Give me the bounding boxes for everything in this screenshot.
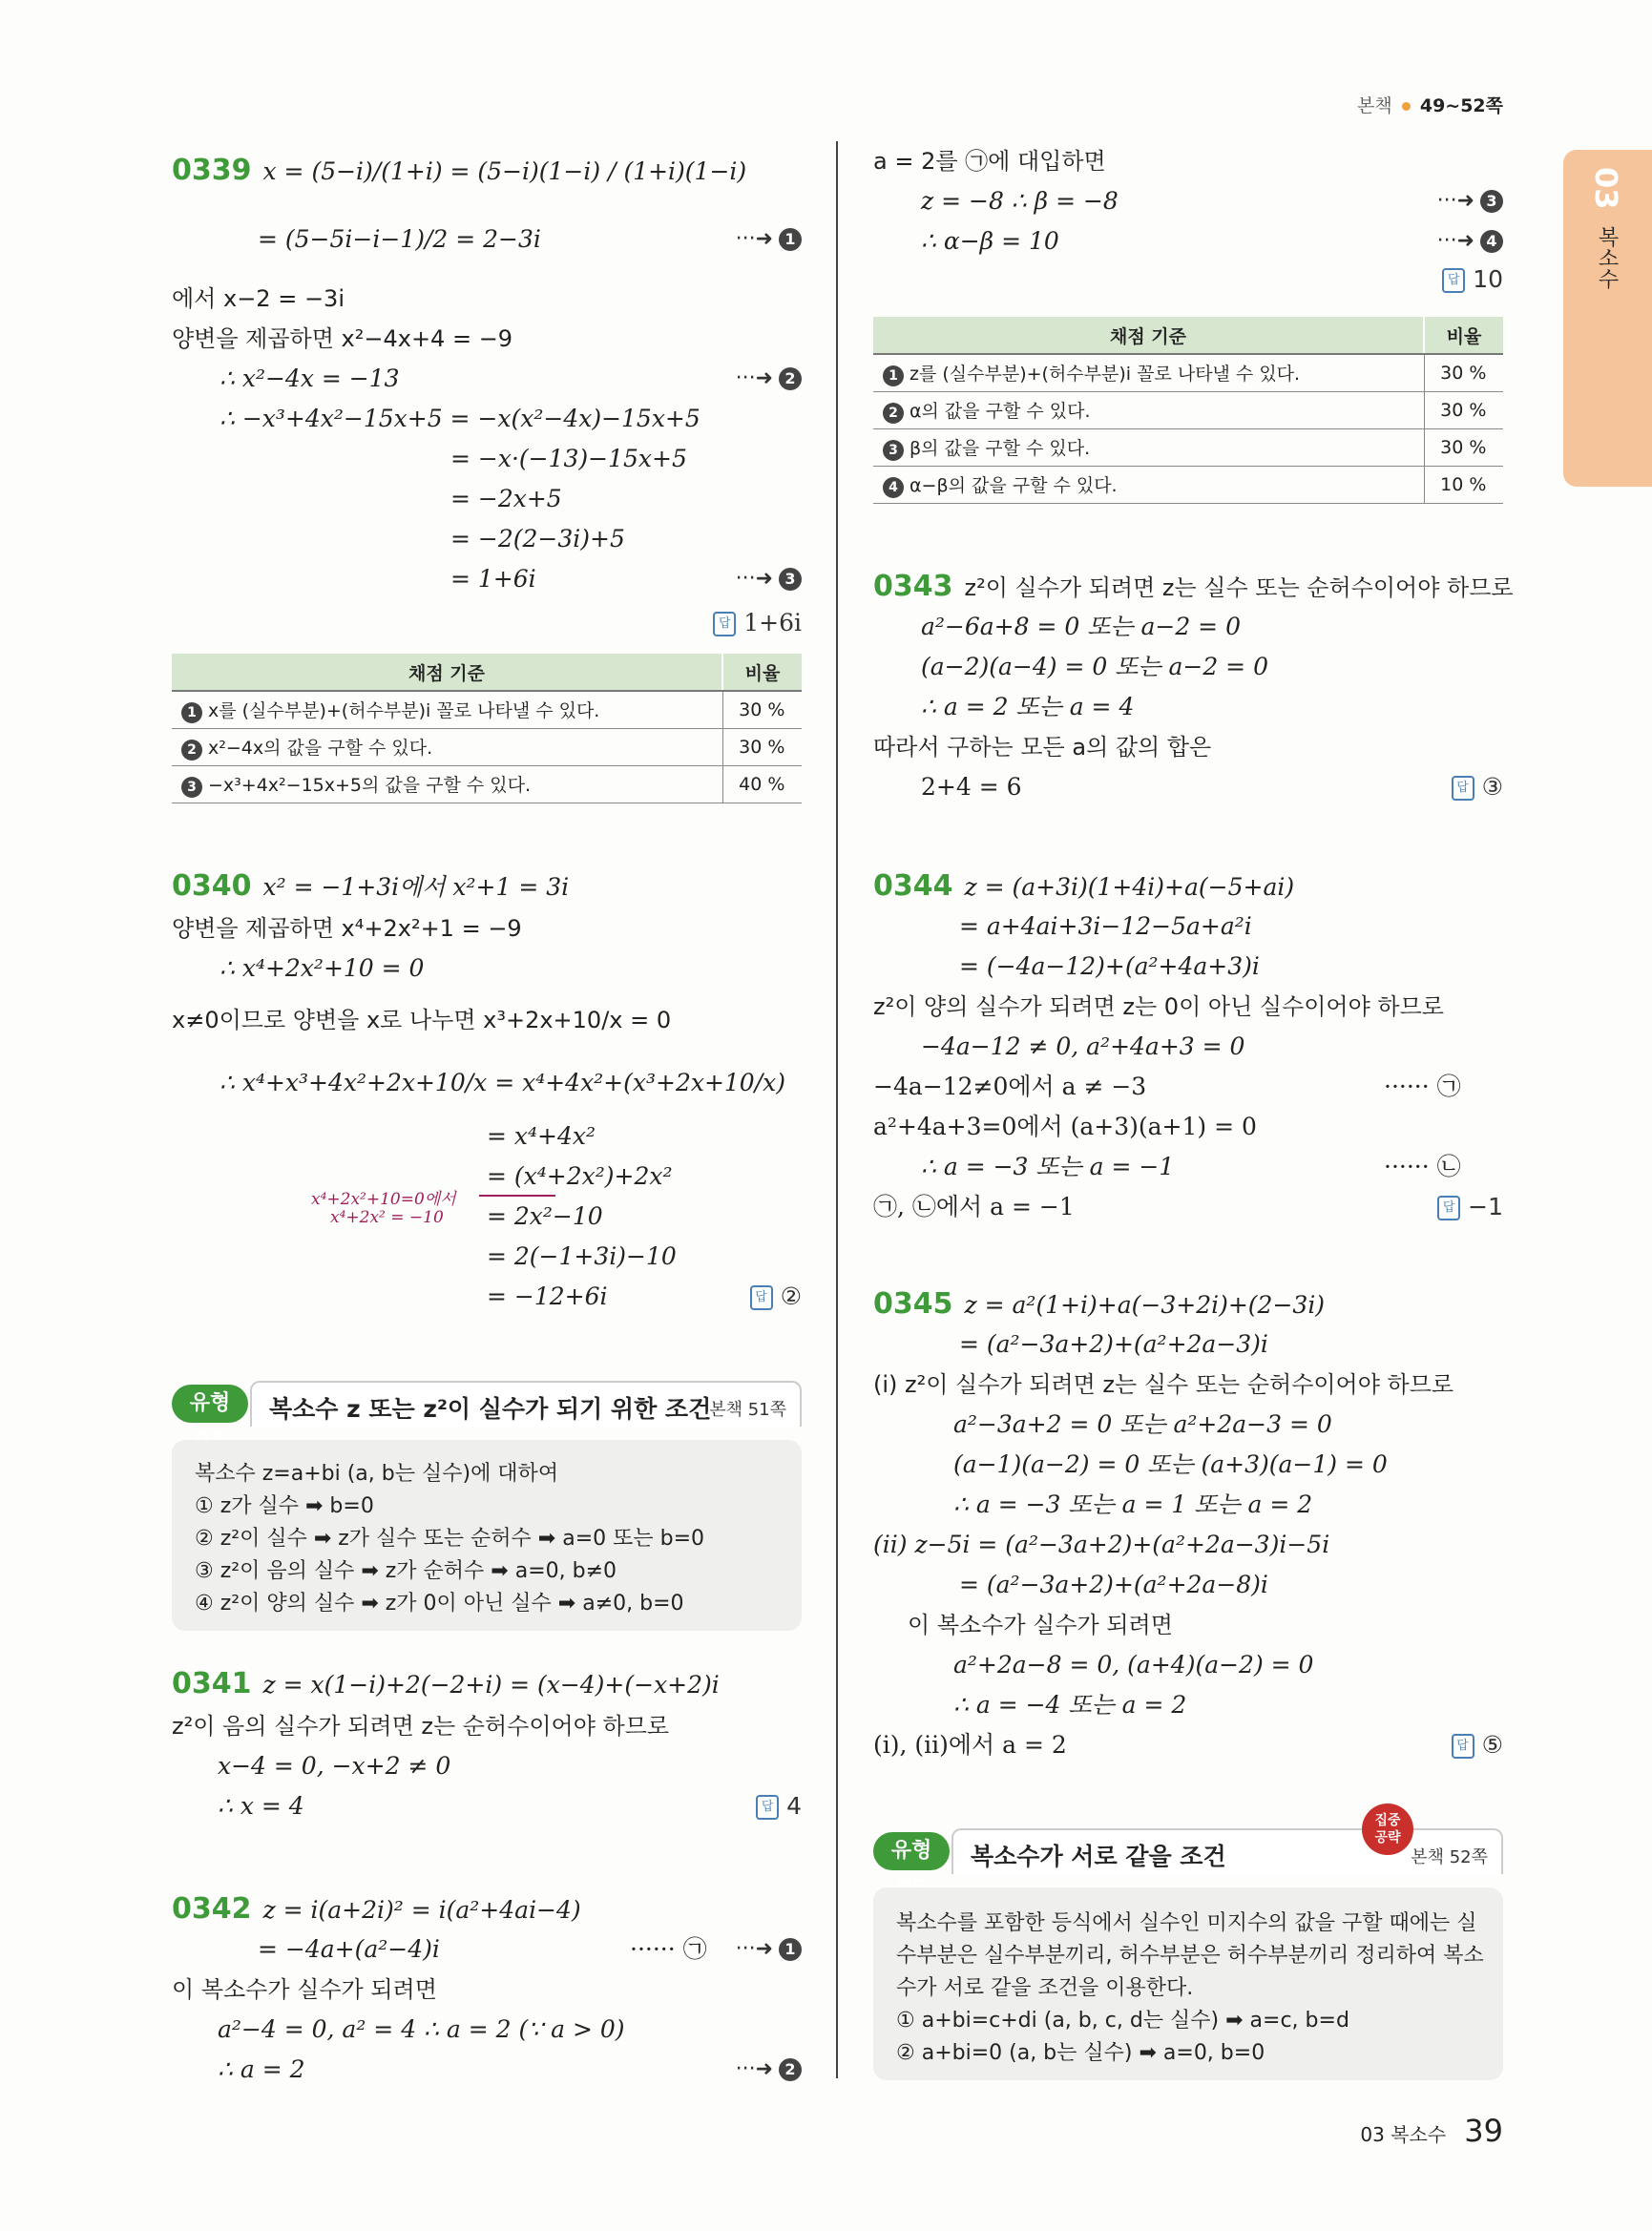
math-line: ∴ a = 2	[218, 2055, 305, 2083]
summary-line: ③ z²이 음의 실수 ➡ z가 순허수 ➡ a=0, b≠0	[195, 1559, 617, 1583]
math-line: = (−4a−12)+(a²+4a+3)i	[959, 952, 1260, 980]
math-line: ∴ x⁴+x³+4x²+2x+10/x = x⁴+4x²+(x³+2x+10/x)	[220, 1069, 785, 1096]
step-marker: ···➜ 3	[1437, 189, 1503, 213]
step-marker: ···➜ 2	[736, 366, 802, 390]
step-marker: ···➜ 3	[736, 567, 802, 591]
answer-icon: 답	[713, 612, 736, 636]
math-line: 에서 x−2 = −3i	[172, 285, 345, 312]
math-line: −4a−12≠0에서 a ≠ −3	[873, 1073, 1147, 1100]
table-row: 2 α의 값을 구할 수 있다. 30 %	[873, 392, 1503, 429]
math-line: z = a²(1+i)+a(−3+2i)+(2−3i)	[964, 1291, 1326, 1319]
math-line: ∴ x²−4x = −13	[220, 365, 400, 392]
math-line: = −2x+5	[450, 485, 562, 512]
answer: 답 ⑤	[1452, 1731, 1503, 1759]
math-label: ······ ㉠	[1384, 1073, 1461, 1100]
math-line: = −x·(−13)−15x+5	[450, 445, 687, 472]
table-row: 2 x²−4x의 값을 구할 수 있다. 30 %	[172, 729, 802, 766]
problem-number: 0339	[172, 154, 252, 187]
summary-line: ① z가 실수 ➡ b=0	[195, 1494, 374, 1518]
math-line: ∴ a = 2 또는 a = 4	[921, 693, 1135, 720]
type-tag: 유형	[873, 1832, 950, 1870]
side-note: x⁴+2x² = −10	[330, 1208, 444, 1227]
math-line: = (5−5i−i−1)/2 = 2−3i	[258, 225, 541, 253]
problem-number: 0345	[873, 1287, 953, 1321]
summary-line: ② z²이 실수 ➡ z가 실수 또는 순허수 ➡ a=0 또는 b=0	[195, 1527, 705, 1551]
answer: 답 1+6i	[713, 609, 802, 636]
math-line: −4a−12 ≠ 0, a²+4a+3 = 0	[921, 1032, 1245, 1060]
problem-number: 0342	[172, 1892, 252, 1926]
math-line: ∴ −x³+4x²−15x+5 = −x(x²−4x)−15x+5	[220, 405, 701, 432]
problem-number: 0344	[873, 869, 953, 903]
type-title: 복소수 z 또는 z²이 실수가 되기 위한 조건	[269, 1395, 712, 1423]
answer: 답 −1	[1437, 1193, 1503, 1220]
table-row: 1 x를 (실수부분)+(허수부분)i 꼴로 나타낼 수 있다. 30 %	[172, 691, 802, 729]
math-line: z²이 실수가 되려면 z는 실수 또는 순허수이어야 하므로	[964, 574, 1514, 601]
math-label: ······ ㉡	[1384, 1153, 1461, 1180]
math-line: x = (5−i)/(1+i) = (5−i)(1−i) / (1+i)(1−i)	[262, 157, 747, 185]
type-title: 복소수가 서로 같을 조건	[971, 1843, 1226, 1870]
chapter-side-tab[interactable]	[1563, 150, 1652, 487]
math-line: ∴ a = −3 또는 a = 1 또는 a = 2	[953, 1491, 1313, 1518]
grading-table	[172, 654, 802, 803]
type-ref: 본책 51쪽	[709, 1400, 786, 1420]
math-line: 2+4 = 6	[921, 773, 1022, 801]
problem-number: 0341	[172, 1667, 252, 1700]
math-line: x−4 = 0, −x+2 ≠ 0	[218, 1752, 451, 1780]
table-row: 3 β의 값을 구할 수 있다. 30 %	[873, 429, 1503, 467]
page-footer	[1360, 2113, 1503, 2149]
grading-table	[873, 317, 1503, 504]
step-marker: ···➜ 1	[736, 227, 802, 251]
math-line: x² = −1+3i에서 x²+1 = 3i	[262, 873, 570, 901]
table-row: 4 α−β의 값을 구할 수 있다. 10 %	[873, 467, 1503, 504]
note-arrow	[479, 1195, 555, 1197]
column-divider	[836, 141, 838, 2078]
math-line: 이 복소수가 실수가 되려면	[908, 1612, 1173, 1638]
math-line: ∴ α−β = 10	[921, 227, 1059, 255]
step-marker: ···➜ 2	[736, 2057, 802, 2081]
summary-line: 복소수를 포함한 등식에서 실수인 미지수의 값을 구할 때에는 실	[896, 1911, 1477, 1935]
math-line: (a−2)(a−4) = 0 또는 a−2 = 0	[921, 653, 1268, 680]
math-line: = (x⁴+2x²)+2x²	[487, 1162, 673, 1190]
math-line: ∴ a = −3 또는 a = −1	[921, 1153, 1175, 1180]
math-line: = 2(−1+3i)−10	[487, 1242, 677, 1270]
answer-icon: 답	[750, 1285, 773, 1310]
table-header: 채점 기준	[172, 654, 722, 691]
math-line: z = i(a+2i)² = i(a²+4ai−4)	[262, 1896, 581, 1924]
footer-chapter: 03 복소수	[1360, 2123, 1447, 2146]
summary-line: 수부분은 실수부분끼리, 허수부분은 허수부분끼리 정리하여 복소	[896, 1944, 1484, 1968]
math-line: z = x(1−i)+2(−2+i) = (x−4)+(−x+2)i	[262, 1671, 720, 1699]
answer: 답 ③	[1452, 773, 1503, 801]
chapter-tab-label: 복소수	[1595, 226, 1619, 289]
math-line: 이 복소수가 실수가 되려면	[172, 1976, 437, 2003]
answer-icon: 답	[1452, 776, 1474, 801]
header-book: 본책	[1357, 95, 1392, 116]
math-line: = a+4ai+3i−12−5a+a²i	[959, 912, 1252, 940]
answer-icon: 답	[1442, 268, 1465, 293]
math-line: ∴ x⁴+2x²+10 = 0	[220, 954, 425, 982]
header-dot-icon	[1402, 102, 1411, 111]
math-line: 양변을 제곱하면 x²−4x+4 = −9	[172, 325, 513, 352]
math-line: (i), (ii)에서 a = 2	[873, 1731, 1067, 1759]
math-line: = x⁴+4x²	[487, 1122, 596, 1150]
table-header: 비율	[1424, 317, 1503, 354]
summary-line: ④ z²이 양의 실수 ➡ z가 0이 아닌 실수 ➡ a≠0, b=0	[195, 1592, 684, 1616]
answer-icon: 답	[756, 1795, 779, 1820]
math-line: ㉠, ㉡에서 a = −1	[873, 1193, 1075, 1220]
type-05-header	[873, 1813, 1503, 1874]
focus-badge: 집중 공략	[1362, 1804, 1413, 1855]
side-note: x⁴+2x²+10=0에서	[311, 1190, 456, 1209]
type-tag: 유형	[172, 1385, 248, 1423]
answer: 답 4	[756, 1792, 802, 1820]
math-line: z²이 양의 실수가 되려면 z는 0이 아닌 실수이어야 하므로	[873, 993, 1444, 1020]
summary-line: 복소수 z=a+bi (a, b는 실수)에 대하여	[195, 1462, 559, 1486]
math-line: 따라서 구하는 모든 a의 값의 합은	[873, 734, 1212, 761]
type-04-summary	[172, 1440, 802, 1631]
math-line: z²이 음의 실수가 되려면 z는 순허수이어야 하므로	[172, 1713, 670, 1740]
math-line: = −12+6i	[487, 1282, 608, 1310]
math-line: x≠0이므로 양변을 x로 나누면 x³+2x+10/x = 0	[172, 1007, 672, 1033]
answer-icon: 답	[1437, 1196, 1460, 1220]
type-05-summary	[873, 1887, 1503, 2080]
summary-line: 수가 서로 같을 조건을 이용한다.	[896, 1976, 1194, 2000]
step-marker: ···➜ 4	[1437, 229, 1503, 253]
chapter-tab-number: 03	[1588, 167, 1624, 210]
math-line: ∴ a = −4 또는 a = 2	[953, 1691, 1187, 1719]
math-line: a²−3a+2 = 0 또는 a²+2a−3 = 0	[953, 1410, 1332, 1438]
math-line: = 2x²−10	[487, 1202, 603, 1230]
table-row: 3 −x³+4x²−15x+5의 값을 구할 수 있다. 40 %	[172, 766, 802, 803]
page-number: 39	[1464, 2113, 1503, 2149]
math-line: a²−6a+8 = 0 또는 a−2 = 0	[921, 613, 1241, 640]
header-pages: 49~52쪽	[1419, 95, 1503, 116]
math-line: = (a²−3a+2)+(a²+2a−3)i	[959, 1330, 1268, 1358]
math-line: a²+2a−8 = 0, (a+4)(a−2) = 0	[953, 1651, 1314, 1678]
type-04-header	[172, 1381, 802, 1427]
answer: 답 ②	[750, 1282, 802, 1310]
problem-number: 0343	[873, 570, 953, 603]
math-line: = −4a+(a²−4)i	[258, 1935, 440, 1963]
math-line: (a−1)(a−2) = 0 또는 (a+3)(a−1) = 0	[953, 1450, 1388, 1478]
math-line: = 1+6i	[450, 565, 536, 593]
math-line: a²+4a+3=0에서 (a+3)(a+1) = 0	[873, 1113, 1257, 1140]
math-line: z = −8 ∴ β = −8	[921, 187, 1119, 215]
math-line: = (a²−3a+2)+(a²+2a−8)i	[959, 1571, 1268, 1598]
page-header	[1357, 92, 1503, 117]
math-label: ······ ㉠	[630, 1935, 707, 1963]
math-line: (ii) z−5i = (a²−3a+2)+(a²+2a−3)i−5i	[873, 1531, 1330, 1558]
math-line: 양변을 제곱하면 x⁴+2x²+1 = −9	[172, 915, 522, 942]
math-line: z = (a+3i)(1+4i)+a(−5+ai)	[964, 873, 1295, 901]
math-line: (i) z²이 실수가 되려면 z는 실수 또는 순허수이어야 하므로	[873, 1371, 1454, 1398]
problem-number: 0340	[172, 869, 252, 903]
table-header: 채점 기준	[873, 317, 1424, 354]
math-line: a²−4 = 0, a² = 4 ∴ a = 2 (∵ a > 0)	[218, 2015, 625, 2043]
math-line: ∴ x = 4	[218, 1792, 304, 1820]
summary-line: ① a+bi=c+di (a, b, c, d는 실수) ➡ a=c, b=d	[896, 2009, 1349, 2033]
type-ref: 본책 52쪽	[1411, 1847, 1488, 1867]
answer-icon: 답	[1452, 1734, 1474, 1759]
answer: 답 10	[1442, 265, 1503, 293]
table-row: 1 z를 (실수부분)+(허수부분)i 꼴로 나타낼 수 있다. 30 %	[873, 354, 1503, 392]
summary-line: ② a+bi=0 (a, b는 실수) ➡ a=0, b=0	[896, 2041, 1265, 2065]
table-header: 비율	[722, 654, 802, 691]
math-line: = −2(2−3i)+5	[450, 525, 625, 553]
step-marker: ···➜ 1	[736, 1937, 802, 1961]
math-line: a = 2를 ㉠에 대입하면	[873, 148, 1106, 175]
